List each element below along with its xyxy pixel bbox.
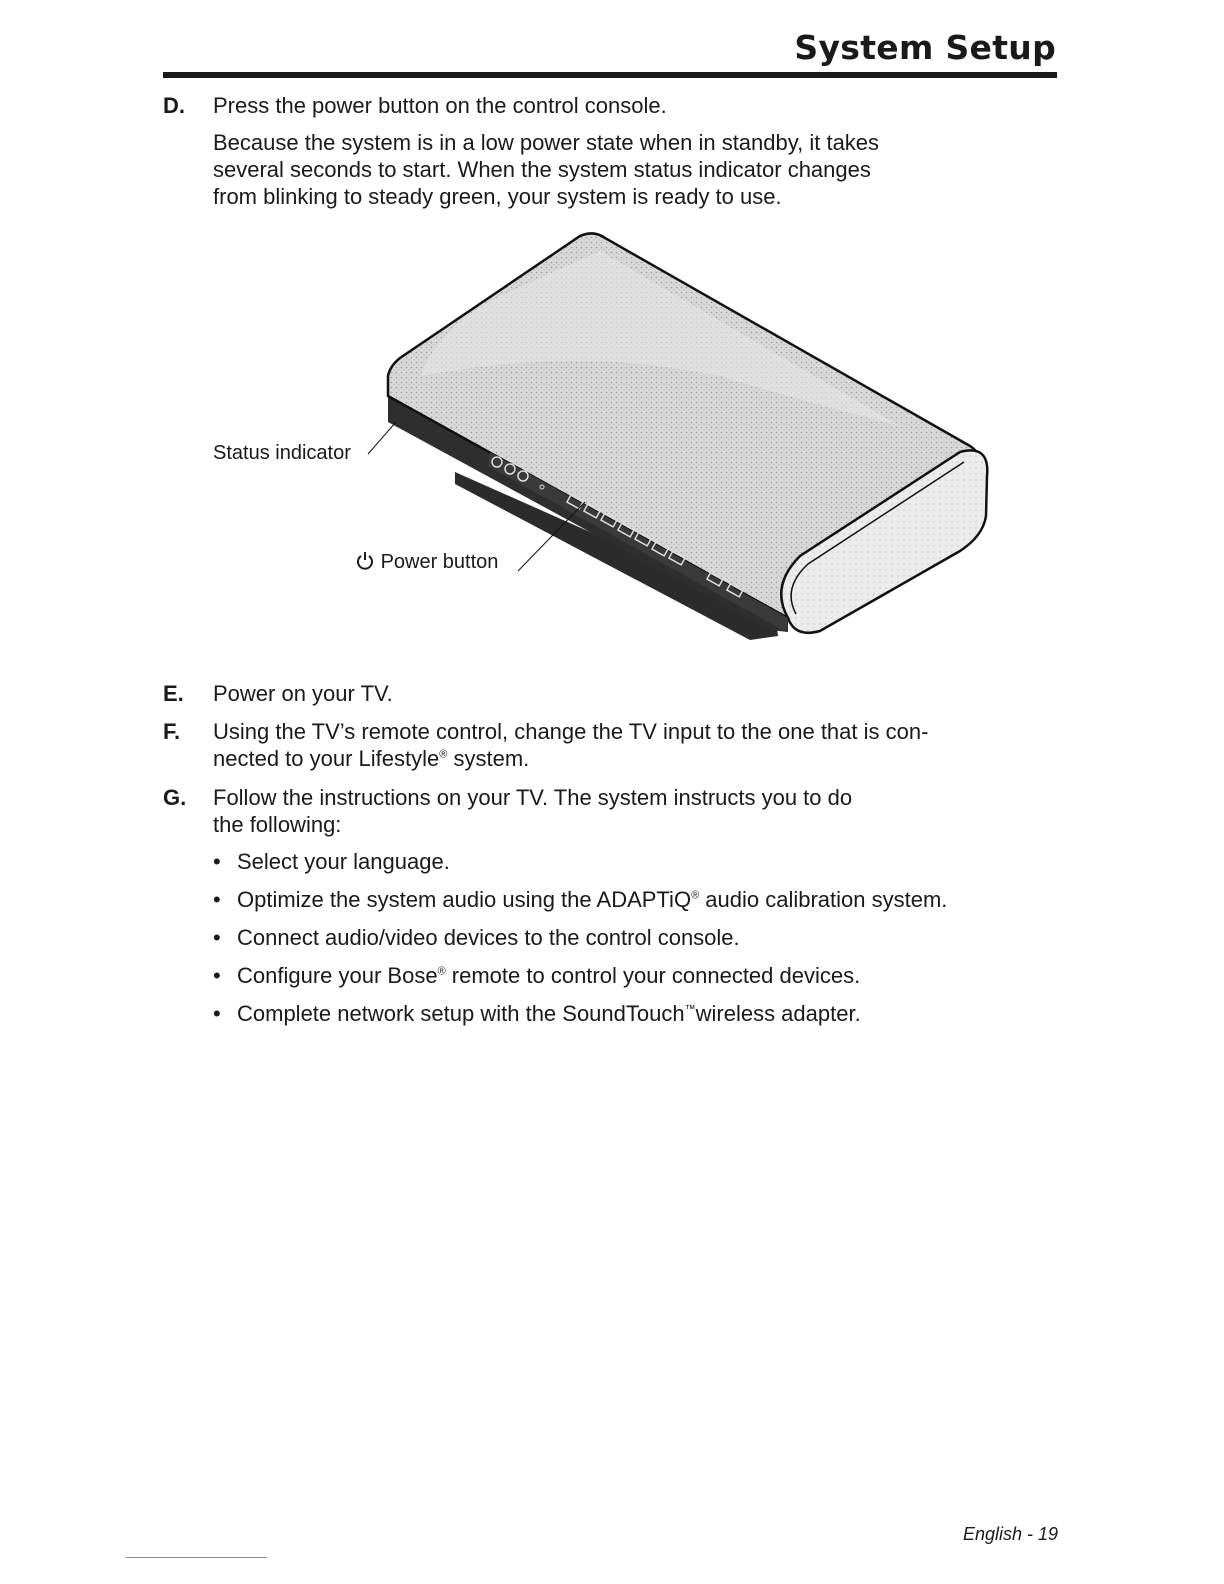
- step-letter: F.: [163, 719, 181, 744]
- bullet-icon: •: [213, 963, 221, 988]
- status-indicator-label: Status indicator: [213, 442, 351, 464]
- text-segment: system.: [447, 746, 530, 771]
- list-item-text: audio calibration system.: [699, 887, 948, 912]
- text-segment: nected to your Lifestyle: [213, 746, 440, 771]
- step-letter: G.: [163, 785, 187, 810]
- bullet-icon: •: [213, 887, 221, 912]
- registered-mark: ®: [439, 748, 448, 761]
- bullet-icon: •: [213, 925, 221, 950]
- step-paragraph: [213, 129, 1043, 210]
- list-item: [213, 924, 1053, 962]
- power-icon: [355, 551, 375, 571]
- paragraph-line: several seconds to start. When the system status indicator changes: [213, 157, 871, 182]
- step-text-line: [213, 745, 1043, 772]
- registered-mark: ®: [691, 889, 700, 902]
- power-button-callout: [355, 551, 498, 574]
- paragraph-line: from blinking to steady green, your system is ready to use.: [213, 184, 782, 209]
- step-text: Power on your TV.: [213, 681, 393, 706]
- bullet-icon: •: [213, 849, 221, 874]
- list-item-text: remote to control your connected devices.: [445, 963, 861, 988]
- paragraph-line: Because the system is in a low power state when in standby, it takes: [213, 130, 880, 155]
- list-item-text: Optimize the system audio using the ADAPTiQ: [237, 887, 692, 912]
- bullet-icon: •: [213, 1001, 221, 1026]
- status-leader-line: [368, 422, 396, 454]
- step-text: Press the power button on the control console.: [213, 93, 667, 118]
- list-item: [213, 1000, 1053, 1038]
- list-item: [213, 962, 1053, 1000]
- instruction-list: [213, 848, 1053, 1038]
- trademark-mark: ™: [684, 1003, 696, 1016]
- console-drawing: [200, 226, 1000, 646]
- list-item-text: Connect audio/video devices to the control console.: [237, 925, 740, 950]
- list-item-text: wireless adapter.: [695, 1001, 861, 1026]
- list-item-text: Complete network setup with the SoundTouch: [237, 1001, 685, 1026]
- registered-mark: ®: [437, 965, 446, 978]
- step-text-line: Follow the instructions on your TV. The system instructs you to do: [213, 785, 853, 810]
- list-item: [213, 848, 1053, 886]
- list-item-text: Select your language.: [237, 849, 450, 874]
- footer-line: [126, 1557, 267, 1558]
- step-text-line: Using the TV’s remote control, change the TV input to the one that is con-: [213, 719, 929, 744]
- power-button-label: Power button: [380, 551, 499, 573]
- step-text-line: the following:: [213, 812, 342, 837]
- page-number: English - 19: [962, 1524, 1058, 1544]
- list-item-text: Configure your Bose: [237, 963, 438, 988]
- page-title: System Setup: [794, 28, 1056, 67]
- console-illustration: [200, 226, 1000, 651]
- step-letter: D.: [163, 93, 185, 118]
- step-letter: E.: [163, 681, 184, 706]
- list-item: [213, 886, 1053, 924]
- header-rule: [163, 72, 1057, 78]
